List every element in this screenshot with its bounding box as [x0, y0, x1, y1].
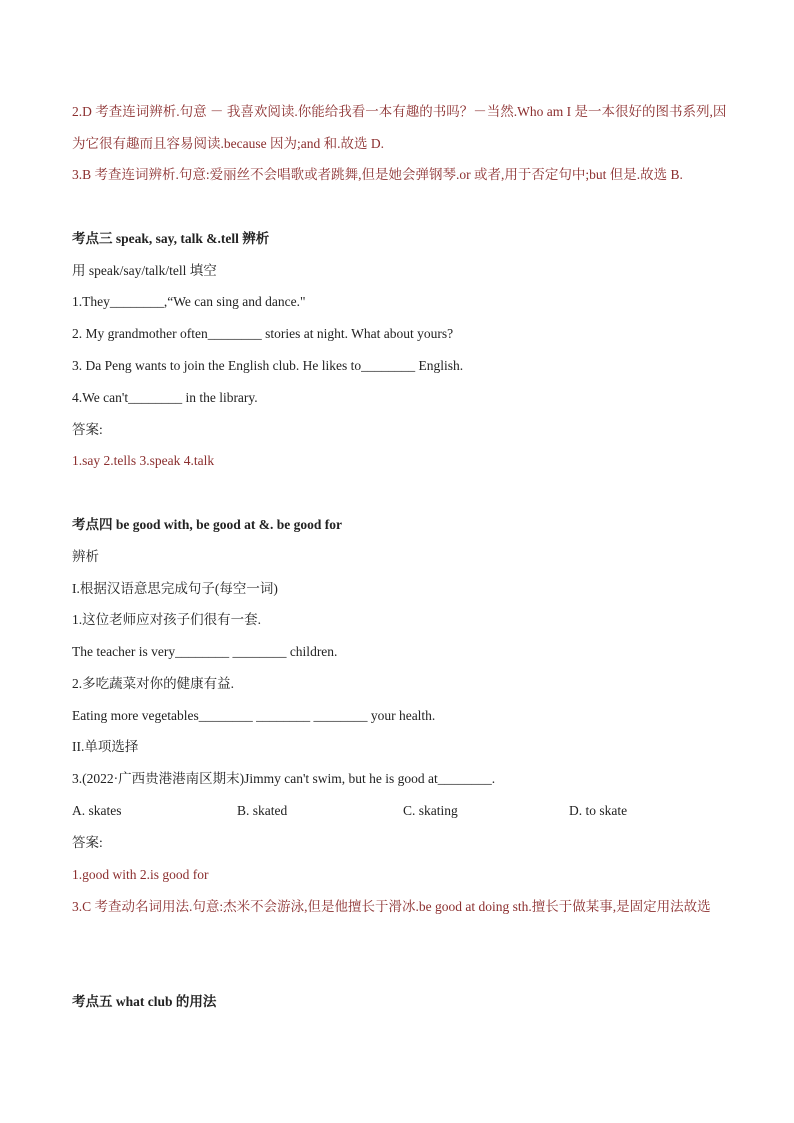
section3-answer-label: 答案:	[72, 422, 103, 437]
section4-part1-title: I.根据汉语意思完成句子(每空一词)	[72, 581, 278, 596]
option-d: D. to skate	[569, 803, 628, 818]
section4-question-2-cn: 2.多吃蔬菜对你的健康有益.	[72, 676, 234, 691]
section4-question-3: 3.(2022·广西贵港港南区期末)Jimmy can't swim, but he is good at________.	[72, 771, 496, 786]
option-a: A. skates	[72, 803, 122, 818]
option-b: B. skated	[237, 803, 288, 818]
section5-heading: 考点五 what club 的用法	[72, 994, 217, 1009]
section4-question-2-en: Eating more vegetables________ ________ ________ your health.	[72, 708, 436, 723]
section4-question-1-en: The teacher is very________ ________ children.	[72, 644, 338, 659]
section3-instruction: 用 speak/say/talk/tell 填空	[72, 263, 217, 278]
section3-question-3: 3. Da Peng wants to join the English club. He likes to________ English.	[72, 358, 464, 373]
option-c: C. skating	[403, 803, 458, 818]
answer-3-explanation: 3.B 考查连词辨析.句意:爱丽丝不会唱歌或者跳舞,但是她会弹钢琴.or 或者,用于否定句中;but 但是.故选 B.	[72, 167, 683, 182]
section4-question-1-cn: 1.这位老师应对孩子们很有一套.	[72, 612, 261, 627]
section4-subheading: 辨析	[72, 549, 99, 564]
answer-2-explanation: 2.D 考查连词辨析.句意 － 我喜欢阅读.你能给我看一本有趣的书吗？－当然.Who am I 是一本很好的图书系列,因为它很有趣而且容易阅读.because 因为;and 和.故选 D.	[72, 104, 727, 151]
section4-heading: 考点四 be good with, be good at &. be good for	[72, 517, 343, 532]
section3-heading: 考点三 speak, say, talk &.tell 辨析	[72, 231, 270, 246]
section4-answers: 1.good with 2.is good for	[72, 867, 209, 882]
section4-answer-label: 答案:	[72, 835, 103, 850]
section3-answers: 1.say 2.tells 3.speak 4.talk	[72, 453, 215, 468]
section3-question-2: 2. My grandmother often________ stories at night. What about yours?	[72, 326, 454, 341]
section3-question-1: 1.They________,“We can sing and dance."	[72, 294, 306, 309]
section4-answer-3-explanation: 3.C 考查动名词用法.句意:杰米不会游泳,但是他擅长于滑冰.be good at doing sth.擅长于做某事,是固定用法故选	[72, 899, 711, 914]
section4-part2-title: II.单项选择	[72, 739, 139, 754]
section3-question-4: 4.We can't________ in the library.	[72, 390, 258, 405]
